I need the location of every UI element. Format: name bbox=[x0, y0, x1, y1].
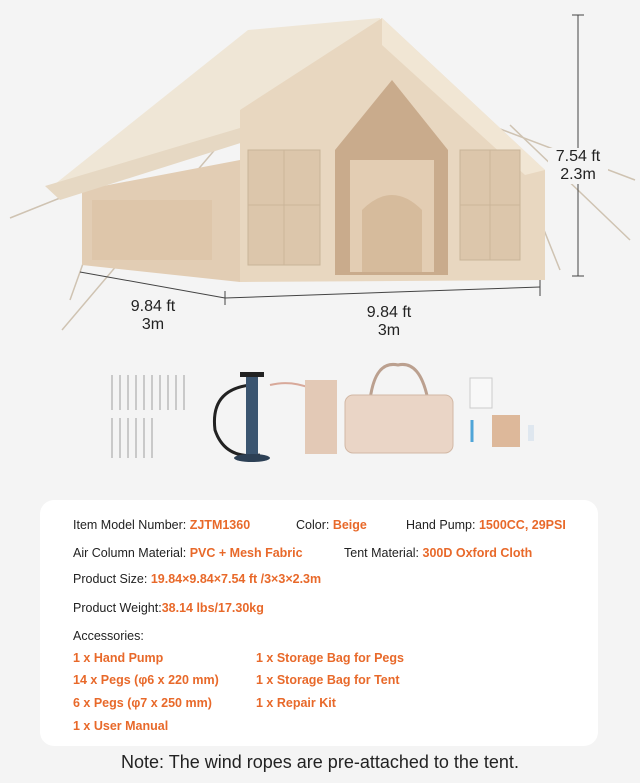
tent-material-row bbox=[344, 546, 532, 560]
weight-value: 38.14 lbs/17.30kg bbox=[161, 601, 264, 615]
accessory-item: 1 x Storage Bag for Tent bbox=[256, 673, 400, 687]
model-label: Item Model Number: bbox=[73, 518, 190, 532]
repair-kit-image bbox=[472, 415, 534, 447]
depth-m: 3m bbox=[141, 316, 165, 333]
pump-value: 1500CC, 29PSI bbox=[478, 518, 566, 532]
height-ft: 7.54 ft bbox=[555, 148, 601, 165]
note-text: Note: The wind ropes are pre-attached to the tent. bbox=[121, 752, 519, 772]
air-value: PVC + Mesh Fabric bbox=[189, 546, 303, 560]
manual-image bbox=[470, 378, 492, 408]
accessories-illustration bbox=[0, 360, 640, 470]
pegs-image bbox=[112, 375, 184, 458]
storage-bag-pegs-image bbox=[270, 380, 337, 454]
air-label: Air Column Material: bbox=[73, 546, 190, 560]
color-row bbox=[296, 518, 367, 532]
color-label: Color: bbox=[296, 518, 333, 532]
tent-value: 300D Oxford Cloth bbox=[422, 546, 533, 560]
size-row bbox=[73, 572, 321, 586]
accessory-item: 14 x Pegs (φ6 x 220 mm) bbox=[73, 673, 219, 687]
accessories-heading: Accessories: bbox=[73, 629, 144, 643]
accessory-item: 1 x User Manual bbox=[73, 719, 169, 733]
hand-pump-image bbox=[214, 372, 270, 462]
depth-ft: 9.84 ft bbox=[130, 298, 176, 315]
size-label: Product Size: bbox=[73, 572, 151, 586]
air-column-row bbox=[73, 546, 303, 560]
height-m: 2.3m bbox=[560, 166, 596, 183]
weight-label: Product Weight: bbox=[73, 601, 162, 615]
accessory-item: 1 x Storage Bag for Pegs bbox=[256, 651, 404, 665]
pump-row bbox=[406, 518, 566, 532]
color-value: Beige bbox=[332, 518, 367, 532]
depth-label bbox=[118, 298, 188, 334]
accessory-item: 1 x Repair Kit bbox=[256, 696, 336, 710]
tent-label: Tent Material: bbox=[344, 546, 423, 560]
model-row bbox=[73, 518, 250, 532]
weight-row bbox=[73, 601, 264, 615]
storage-bag-tent-image bbox=[345, 364, 453, 453]
width-ft: 9.84 ft bbox=[366, 304, 412, 321]
model-value: ZJTM1360 bbox=[189, 518, 251, 532]
spec-card bbox=[40, 500, 598, 746]
size-value: 19.84×9.84×7.54 ft /3×3×2.3m bbox=[150, 572, 322, 586]
accessory-item: 1 x Hand Pump bbox=[73, 651, 164, 665]
pump-label: Hand Pump: bbox=[406, 518, 479, 532]
width-label bbox=[354, 304, 424, 340]
accessory-item: 6 x Pegs (φ7 x 250 mm) bbox=[73, 696, 212, 710]
height-label bbox=[548, 148, 608, 184]
tent-illustration bbox=[0, 0, 640, 350]
width-m: 3m bbox=[377, 322, 401, 339]
